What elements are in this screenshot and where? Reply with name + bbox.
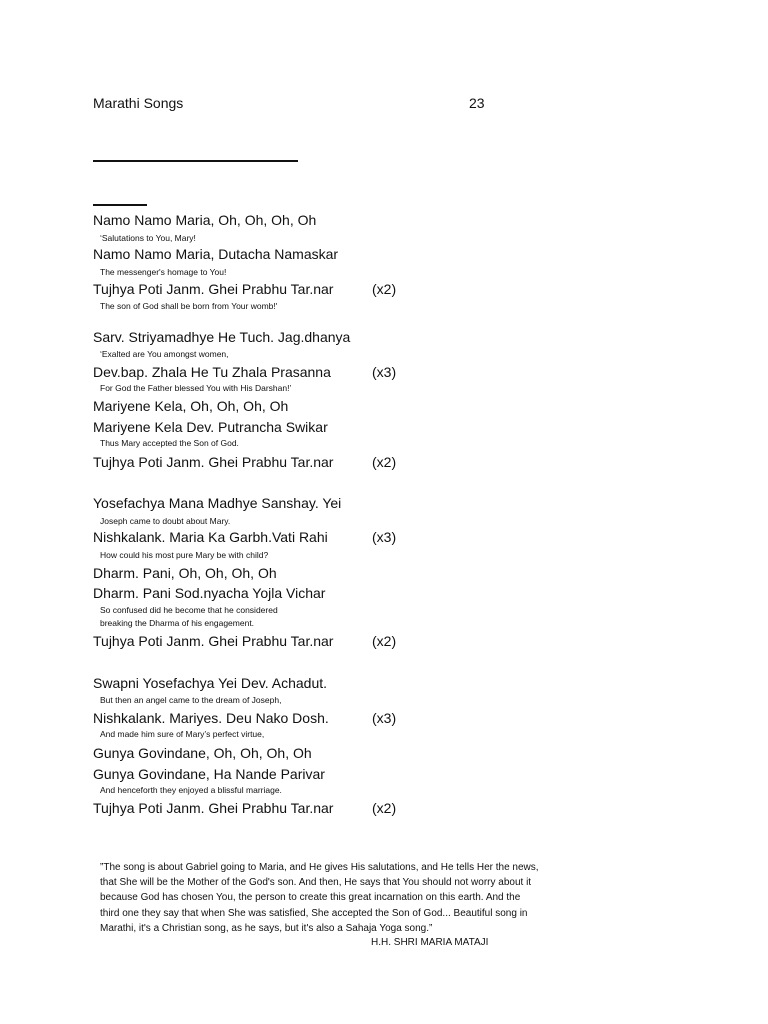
repeat-marker: (x3) — [372, 710, 397, 726]
song-line: Nishkalank. Maria Ka Garbh.Vati Rahi — [93, 529, 328, 545]
song-line: Tujhya Poti Janm. Ghei Prabhu Tar.nar — [93, 281, 334, 297]
song-line: Gunya Govindane, Oh, Oh, Oh, Oh — [93, 745, 312, 761]
repeat-marker: (x2) — [372, 281, 397, 297]
song-line: Tujhya Poti Janm. Ghei Prabhu Tar.nar — [93, 633, 334, 649]
song-line: Namo Namo Maria, Oh, Oh, Oh, Oh — [93, 212, 317, 228]
translation-line: And made him sure of Mary’s perfect virtue, — [100, 729, 265, 739]
translation-line: ‘Salutations to You, Mary! — [100, 233, 196, 243]
translation-line: For God the Father blessed You with His Darshan!’ — [100, 383, 292, 393]
translation-line: Joseph came to doubt about Mary. — [100, 516, 231, 526]
translation-line: breaking the Dharma of his engagement. — [100, 618, 255, 628]
translation-line: ‘Exalted are You amongst women, — [100, 349, 229, 359]
page-number: 23 — [469, 95, 485, 111]
repeat-marker: (x2) — [372, 800, 397, 816]
repeat-marker: (x3) — [372, 364, 397, 380]
quote-attribution: H.H. SHRI MARIA MATAJI — [371, 937, 489, 948]
song-line: Gunya Govindane, Ha Nande Parivar — [93, 766, 325, 782]
translation-line: And henceforth they enjoyed a blissful marriage. — [100, 785, 282, 795]
translation-line: The son of God shall be born from Your womb!' — [100, 301, 278, 311]
song-line: Dharm. Pani Sod.nyacha Yojla Vichar — [93, 585, 326, 601]
song-line: Sarv. Striyamadhye He Tuch. Jag.dhanya — [93, 329, 351, 345]
repeat-marker: (x2) — [372, 633, 397, 649]
repeat-marker: (x3) — [372, 529, 397, 545]
song-line: Dev.bap. Zhala He Tu Zhala Prasanna — [93, 364, 331, 380]
song-line: Namo Namo Maria, Dutacha Namaskar — [93, 246, 339, 262]
translation-line: Thus Mary accepted the Son of God. — [100, 438, 239, 448]
divider-rule-long — [93, 160, 298, 162]
song-line: Nishkalank. Mariyes. Deu Nako Dosh. — [93, 710, 329, 726]
song-line: Dharm. Pani, Oh, Oh, Oh, Oh — [93, 565, 277, 581]
song-line: Mariyene Kela, Oh, Oh, Oh, Oh — [93, 398, 289, 414]
translation-line: So confused did he become that he considered — [100, 605, 278, 615]
song-line: Yosefachya Mana Madhye Sanshay. Yei — [93, 495, 342, 511]
translation-line: The messenger's homage to You! — [100, 267, 227, 277]
divider-rule-short — [93, 204, 147, 206]
song-line: Tujhya Poti Janm. Ghei Prabhu Tar.nar — [93, 454, 334, 470]
song-line: Swapni Yosefachya Yei Dev. Achadut. — [93, 675, 328, 691]
song-line: Tujhya Poti Janm. Ghei Prabhu Tar.nar — [93, 800, 334, 816]
song-line: Mariyene Kela Dev. Putrancha Swikar — [93, 419, 328, 435]
translation-line: How could his most pure Mary be with child? — [100, 550, 269, 560]
header-title: Marathi Songs — [93, 95, 184, 111]
translation-line: But then an angel came to the dream of Joseph, — [100, 695, 282, 705]
repeat-marker: (x2) — [372, 454, 397, 470]
quote-paragraph: ”The song is about Gabriel going to Maria, and He gives His salutations, and He tells Her the news, that She will be the Mother of the God's son. And then, He says that You should not worry about it because God has chosen You, the person to create this great incarnation on this earth. And the third one they say that when She was satisfied, She accepted the Son of God... Beautiful song in Marathi, it's a Christian song, as he says, but it's also a Sahaja Yoga song.” — [100, 862, 539, 934]
